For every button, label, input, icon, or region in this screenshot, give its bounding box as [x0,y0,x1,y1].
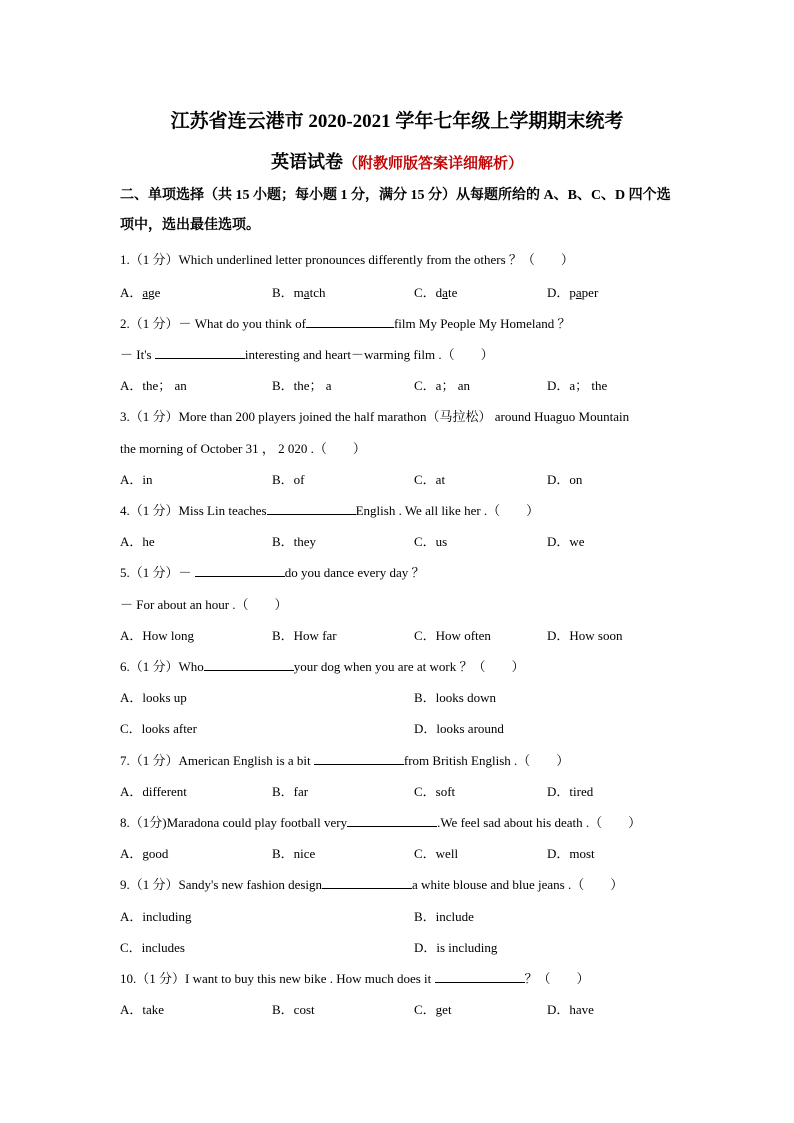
q2-option-b[interactable]: B．the； a [272,378,332,393]
question-6-stem: 6.（1 分）Who your dog when you are at work ？（ ） [120,659,525,674]
q9-option-c[interactable]: C．includes [120,940,185,955]
q8-option-c[interactable]: C．well [414,846,459,861]
document-subtitle [0,148,794,174]
answer-blank[interactable] [314,752,404,765]
q4-option-b[interactable]: B．they [272,534,317,549]
subtitle-note: （附教师版答案详细解析） [342,156,523,172]
q6-option-c[interactable]: C．looks after [120,721,197,736]
q2-option-c[interactable]: C．a； an [414,378,470,393]
question-3-stem-cont: the morning of October 31 ， 2 020 .（ ） [120,441,366,456]
question-5-reply: － For about an hour .（ ） [120,597,288,612]
q1-option-c[interactable]: C．date [414,285,458,300]
q4-option-d[interactable]: D．we [547,534,585,549]
question-1-stem: 1.（1 分）Which underlined letter pronounces differently from the others ？（ ） [120,252,574,267]
question-2-reply: － It's interesting and heart－warming film .（ ） [120,347,494,362]
q3-option-c[interactable]: C．at [414,472,446,487]
q1-option-b[interactable]: B．match [272,285,326,300]
q8-option-d[interactable]: D．most [547,846,595,861]
q6-option-d[interactable]: D．looks around [414,721,504,736]
question-10-stem: 10.（1 分）I want to buy this new bike . How much does it ？（ ） [120,971,590,986]
q10-option-b[interactable]: B．cost [272,1002,315,1017]
q1-option-a[interactable]: A．age [120,285,161,300]
q8-option-a[interactable]: A．good [120,846,169,861]
answer-blank[interactable] [195,564,285,577]
q3-option-a[interactable]: A．in [120,472,153,487]
q5-option-b[interactable]: B．How far [272,628,337,643]
q7-option-a[interactable]: A．different [120,784,187,799]
q10-option-d[interactable]: D．have [547,1002,594,1017]
answer-blank[interactable] [267,502,356,515]
q6-option-b[interactable]: B．looks down [414,690,496,705]
answer-blank[interactable] [347,814,437,827]
q3-option-d[interactable]: D．on [547,472,583,487]
answer-blank[interactable] [435,970,525,983]
question-7-stem: 7.（1 分）American English is a bit from British English .（ ） [120,753,570,768]
q6-option-a[interactable]: A．looks up [120,690,187,705]
question-9-stem: 9.（1 分）Sandy's new fashion design a white blouse and blue jeans .（ ） [120,877,624,892]
q7-option-b[interactable]: B．far [272,784,309,799]
q10-option-c[interactable]: C．get [414,1002,452,1017]
q5-option-a[interactable]: A．How long [120,628,195,643]
q4-option-a[interactable]: A．he [120,534,155,549]
q7-option-c[interactable]: C．soft [414,784,456,799]
q7-option-d[interactable]: D．tired [547,784,594,799]
q3-option-b[interactable]: B．of [272,472,305,487]
subtitle-main: 英语试卷 [270,152,343,172]
q5-option-c[interactable]: C．How often [414,628,491,643]
q9-option-d[interactable]: D．is including [414,940,498,955]
answer-blank[interactable] [155,346,245,359]
question-5-stem: 5.（1 分）－ do you dance every day ？ [120,565,425,580]
q4-option-c[interactable]: C．us [414,534,448,549]
question-4-stem: 4.（1 分）Miss Lin teaches English . We all like her .（ ） [120,503,540,518]
document-title: 江苏省连云港市 2020-2021 学年七年级上学期期末统考 [170,111,624,132]
section-heading: 二、单项选择（共 15 小题；每小题 1 分，满分 15 分）从每题所给的 A、B、C、D 四个选项中，选出最佳选项。 [120,188,671,233]
question-3-stem: 3.（1 分）More than 200 players joined the half marathon（马拉松） around Huaguo Mountain [120,409,630,424]
q9-option-b[interactable]: B．include [414,909,474,924]
q8-option-b[interactable]: B．nice [272,846,316,861]
q5-option-d[interactable]: D．How soon [547,628,623,643]
question-8-stem: 8.（1分)Maradona could play football very .We feel sad about his death .（ ） [120,815,642,830]
q1-option-d[interactable]: D．paper [547,285,599,300]
question-2-stem: 2.（1 分）－ What do you think of film My People My Homeland ？ [120,316,571,331]
answer-blank[interactable] [204,658,294,671]
answer-blank[interactable] [306,315,394,328]
q10-option-a[interactable]: A．take [120,1002,165,1017]
q2-option-d[interactable]: D．a； the [547,378,608,393]
q2-option-a[interactable]: A．the； an [120,378,187,393]
q9-option-a[interactable]: A．including [120,909,192,924]
answer-blank[interactable] [322,876,412,889]
